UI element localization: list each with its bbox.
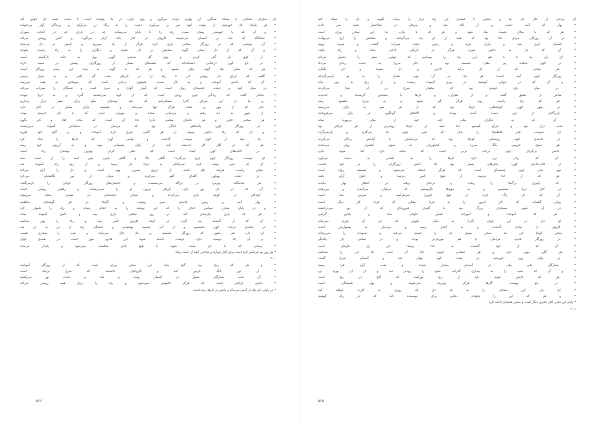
text-line: • هر سخنی که از دل برآید، لاجرم بر دل نشیند و اثر بگذارد (318, 67, 576, 72)
text-line: • و آن که با خویشتن پیمان بست راه را تا پایان می‌پیماید، چه در باران چه در آفتاب سوزان (20, 29, 276, 34)
text-line: • پیران گفته‌اند که کار امروز را به فردا مفکن که فردا کار دیگر است (318, 199, 576, 204)
text-line: • از دور بانگ جرس آمد و کاروانیان دانستند که منزل نزدیک است (20, 268, 276, 273)
text-line: • در روزگار قدیم، مردمان با هم مهربان‌تر بودند و در سختی یار یکدیگر (318, 237, 576, 242)
text-line: • هر شامگاه، پیرمرد بر درگاه می‌نشست و داستان‌های روزگار جوانی را بازمی‌گفت (20, 180, 276, 185)
text-line: • در پایان، نام نیک از آدمی می‌ماند و یادش در دل‌ها زنده است (193, 287, 276, 292)
text-line: • هر گلی بویی دارد و هر انسانی خویی؛ دانا آن است که این را بشناسد (318, 249, 576, 254)
text-line: • ای دوست، قدر لحظه‌ها را بدان که عمر چون باد می‌گذرد و بازنمی‌گردد (318, 130, 576, 135)
text-line: • دانش چراغی است که هرگز خاموش نمی‌شود و راه را برای همه روشن می‌کند (20, 281, 276, 286)
text-line: • دلی که از مهر پر باشد، هرگز تنها نمی‌ماند و همیشه یاران بسیار در کنار دارد (20, 105, 276, 110)
text-line: • در کتاب‌خانه‌ی کهن، دفترهای بسیار بود که دانش روزگاران را در خود داشت (318, 161, 576, 166)
text-line: • در دشت پهناور، گله‌ای آهو می‌چرید و شبان از دور نگاهشان می‌کرد (20, 174, 276, 179)
text-line: • آسمان ابری شد و باران بارید و زمین تشنه سیراب گشت و سبزه رویید (318, 42, 576, 47)
text-line: • آن که صبر پیشه کرد، سرانجام به مراد دل رسید و از رنج راه آسوده شد (20, 161, 276, 166)
text-line: • در باغ کهن درختانی ایستاده‌اند که قصه‌های بسیار از روزگاران پیشین در سینه دارند (20, 61, 276, 66)
text-line: • در پایان روز، خورشید در پشت کوه پنهان شد و آسمان سرخ گشت (318, 256, 576, 261)
text-line: • در میان باغ، حوضی بود که ماهیان سرخ در آن شنا می‌کردند (318, 86, 576, 91)
text-line: • ای دل، در این جهان گذرا، به نیکی بکوش که جز آن چیزی نمی‌ماند (318, 218, 576, 223)
text-line: • ای دل، غم مخور که روزگار همیشه بر یک حال نمی‌ماند و شب را سحری هست (20, 231, 276, 236)
right-page-number: ۵۶۵ (318, 398, 325, 403)
text-line: • هر سخنی جایی و هر نکته‌ای مقامی دارد؛ دانا آن است که بداند کجا و کی بگوید (20, 117, 276, 122)
text-line: • روزگار چون آینه است؛ هر چه در آن نهی، همان را به تو بازمی‌گرداند (318, 73, 576, 78)
text-line: • هر که با نیکان نشیند، نیک شود و هر که با بدان، بد؛ این سخن پیران است (318, 29, 576, 34)
text-line: • از کوی یار گذر کردم و بوی گل شنیدم، گویی بهار به خانه بازگشته است (20, 54, 276, 59)
text-line: ای بی‌خبر از حال دل، بیا و بنشین تا قصه‌ی این راه دراز را برایت بگویم و دل را سبک کنم (318, 17, 576, 21)
text-line: • باد صبا از کوی دوست گذشت و پیامی آورد که دل‌ها را شاد کرد (20, 136, 276, 141)
text-line: • و آن که در جوانی کوشید، در پیری آسوده زیست و از رنج به دور ماند (318, 79, 576, 84)
text-line: • شب دراز بود و چراغ کم‌سو، اما امید در دل‌ها روشن‌تر از هر چراغی بود (318, 124, 576, 129)
text-line: • و آن که راه دانش پیمود، در هر گامی چیزی تازه آموخت و بر گنج خود افزود (20, 130, 276, 135)
left-section-mark: ۲۰۰ (270, 256, 276, 261)
text-line: • هر که سخن نیک گوید، نیکی بشنود و هر که بد گوید، بد بیند؛ این رسم روزگار است (20, 67, 276, 72)
text-line: • در آن شهر، مسجدی بزرگ بود با گنبدی فیروزه‌ای که از دور می‌درخشید (318, 205, 576, 210)
text-line: • هر روز نو، فرصتی تازه است برای آغاز دوباره و ساختن آنچه از دست رفته (175, 249, 276, 254)
left-page-text-bottom (20, 262, 276, 293)
text-line: • بهار آمد و زمین جامه‌ی سبز پوشید و گل‌ها در هر گوشه‌ای شکفتند (20, 199, 276, 204)
text-line: • شاعر گفت که زندگی چون رودی است که از کوه سرچشمه گیرد و به دریا پیوندد (20, 92, 276, 97)
text-line: • در شهر کهن، کوچه‌هایی باریک بود که از هر سو به بازار می‌رسید (318, 105, 576, 110)
text-line: • آن که به دیگران نیکی کند، خود از نیکی بی‌بهره نماند (318, 117, 576, 122)
text-line: • و ما در این سرای گذرا مسافرانیم که باید توشه‌ای نیکو برای سفر دراز برداریم (20, 98, 276, 103)
text-line: • ای یار، بیا تا با هم این راه را بپیماییم که تنهایی سفر را دشوار می‌کند (318, 54, 576, 59)
text-line: • آن که از گذشته پند گیرد، در آینده لغزش کمتر بیند و راه را بهتر شناسد (20, 218, 276, 223)
text-line: • در باغ بهشت، گل‌ها هرگز پژمرده نمی‌شوند و بهار همیشگی است (318, 281, 576, 286)
text-line: • و آن که از دل سخن گوید، سخنش بر دل نشیند و دیگران را به راه راست بخواند (20, 48, 276, 53)
text-line: • هر که دانش جوید، باید از رنج نهراسد که گنج در رنج است (318, 275, 576, 280)
text-line: • آن که دل پاک دارد، از هیچ داوری نمی‌هراسد و سرش بلند است (318, 193, 576, 198)
left-page (20, 16, 276, 408)
text-line: • هر که آموخت و آموزاند، نامش جاودان ماند و یادش گرامی (318, 212, 576, 217)
text-line: • در میان کوه و دشت، چشمه‌ای روان است که آبش گوارا و سرد است و تشنگان را سیراب می‌کند (20, 86, 276, 91)
text-line: • آن شب ستارگان بسیار در آسمان بودند و ماه بر دشت نور می‌پاشید (20, 275, 276, 280)
text-line: • هر صبح، خروس بانگ می‌زد و کشاورزان به سوی کشتزار روان می‌شدند (318, 142, 576, 147)
text-line: • مهر مادر چون چشمه‌ای است که هرگز خشک نمی‌شود و همیشه روان است (318, 168, 576, 173)
text-line: • کودکان در کوچه بازی می‌کردند و صدای خنده‌شان در همه‌ی محله می‌پیچید (20, 193, 276, 198)
text-line: • هر که از خدا بترسد، از هیچ کس نترسد و دلش آرام باشد (318, 174, 576, 179)
text-line: • در روزگار کهن، پادشاهی دادگر بود که مردمان در سایه‌اش آسوده می‌زیستند (20, 124, 276, 129)
text-line: • دانش بی‌کردار چون درخت بی‌بر است که سایه دارد اما میوه ندارد (318, 149, 576, 154)
text-line: • هر بامداد که خورشید از پشت کوه سر بر می‌آورد، دشت را به رنگ زر می‌آراید و پرندگان آواز می‌خوانند (20, 23, 276, 28)
text-line: ای ساربان شتابان، با مشک سنگین، ابر بهاری مژده می‌آورد و بوی باران در باد پیچیده است تا دشت تشنه دل خوش کند (20, 17, 276, 21)
text-line: • در آن روزگار، مردی دانا بود که همه از او پند می‌گرفتند و سخنش را ارج می‌نهادند (318, 35, 576, 40)
left-page-number: ۵۶۶ (36, 398, 43, 403)
text-line: • پیمانی که با دل بسته شود، با هیچ بادی شکسته نمی‌شود و پایدار می‌ماند (20, 243, 276, 248)
text-line: • از شهر به ده رفتم و مردمانی ساده و مهربان دیدم که با کم خرسند بودند (20, 111, 276, 116)
text-line: • شاعر از عشق گفت و از هجران، و دل‌ها با سخنش گریستند و خندیدند (318, 92, 576, 97)
text-line: • در سایه‌ی درخت کهن نشستیم و از آب چشمه نوشیدیم و خستگی راه از تن به در شد (20, 224, 276, 229)
text-line: • ای یار، این سخنان را به یاد دار که روزی به کارت خواهد آمد (318, 287, 576, 292)
text-line: • سخن راست، هرچند تلخ باشد، از دروغ شیرین بهتر است و دل را آرام می‌کند (20, 168, 276, 173)
text-line: • آن دوستی که در روزگار سختی یاری کرد، هرگز از یاد نمی‌رود و نامش در دل می‌ماند (20, 42, 276, 47)
text-line: • بهار که آمد، دشت پر از لاله شد و مرغان در شاخسار نغمه سر دادند (318, 23, 576, 28)
text-line: • در کوی میکده، پیر مغان نشسته بود و جام می‌را به دست رندان می‌داد (318, 61, 576, 66)
text-line: • در کتاب‌های کهن آمده است که نیکی کردن بهترین توشه‌ی راه است (20, 149, 276, 154)
text-line: • و آن که شب را به بیداری گذراند، صبح را زودتر دید و از آن بهره برد (318, 268, 576, 273)
text-line: • پایان این دفتر، آغاز دفتری دیگر است و سخن همچنان ادامه دارد (488, 300, 576, 305)
text-line: • شبانگاه که ماه بر آسمان می‌نشیند، کاروان در کنار چاه آرام می‌گیرد و آتش روشن می‌کند (20, 35, 276, 40)
right-section-mark: ۲۰۱ (570, 306, 576, 311)
text-line: • گفتم که چراغ دل روشن کن تا راه را در تاریکی شب گم نکنی و به منزل برسی (20, 73, 276, 78)
text-line: • هر که در آغاز کار اندیشه کند، در پایان پشیمانی نبیند و به آرزوی خود رسد (20, 142, 276, 147)
text-line: • و در پایان سخن، سپاس خدای را که این نوشته را به انجام رساند و راه را هموار کرد (20, 205, 276, 210)
text-line: • ای دوست، روزگار چون چرخ می‌گردد؛ گاهی بالا و گاهی پایین، پس امید را از دست مده (20, 155, 276, 160)
text-line: • آن که در دل نور دارد، تاریکی بیرون او را نمی‌ترساند و راهش روشن است (20, 187, 276, 192)
text-line: • و هر که این را بخواند، دعایی برای نویسنده کند که در راه کوشید (318, 294, 576, 299)
text-line: • سخن کوتاه کن که سخن بسیار دل را خسته می‌کند و شنونده را می‌رنجاند (318, 231, 576, 236)
text-line: • کاروان از بیابان گذشت و به آبادی رسید و مردمان به پیشوازش آمدند (318, 224, 576, 229)
right-page-text (318, 16, 576, 306)
text-line: • در دامنه‌ی کوه، روستایی کوچک بود که مردمانش با آرامش زندگی می‌کردند (318, 136, 576, 141)
text-line: • باد پاییزی برگ‌ها را ریخت و درختان برهنه در انتظار بهار ماندند (318, 180, 576, 185)
text-line: • بازرگانان از دور دست آمده بودند و کالاهای گوناگون در بازار می‌فروختند (318, 111, 576, 116)
text-line: • آن که زبان نرم دارد، دل‌ها را به آسانی به دست می‌آورد (318, 155, 576, 160)
text-line: • ستارگان یکی یکی در آسمان پدیدار شدند و شب آرام فرا رسید (318, 262, 576, 267)
text-line: • آن که از خود گذشت، به خدا رسید؛ این راز عارفان است (318, 243, 576, 248)
text-line: • و هر که رنج برد، گنج یابد؛ این سخن پیران است که از روزگار آموختند (20, 262, 276, 267)
text-line: • آن که دانش آموخت و به کار بست، همچون درختی است که میوه‌اش به همه می‌رسد (20, 79, 276, 84)
text-line: • هر که راه راست رود، هرگز گم نشود و به منزل مقصود رسد (318, 98, 576, 103)
book-gutter (299, 0, 300, 424)
text-line: • و آن که دوست دارد، دوست داشته شود؛ این قانون مهر است در همه‌ی جهان (20, 237, 276, 242)
right-page (318, 16, 576, 408)
text-line: • آن که دل به دانش سپرد، هرگز در تاریکی نادانی نماند و راه یافت (318, 48, 576, 53)
left-page-text-top (20, 16, 276, 255)
text-line: • هر که یاری نیازمندی کند، در روز سختی یاری بیند و دلش آسوده بماند (20, 212, 276, 217)
text-line: • در کنار دریا نشستیم و به موج‌ها نگریستیم که بی‌پایان می‌آمدند و می‌رفتند (318, 187, 576, 192)
